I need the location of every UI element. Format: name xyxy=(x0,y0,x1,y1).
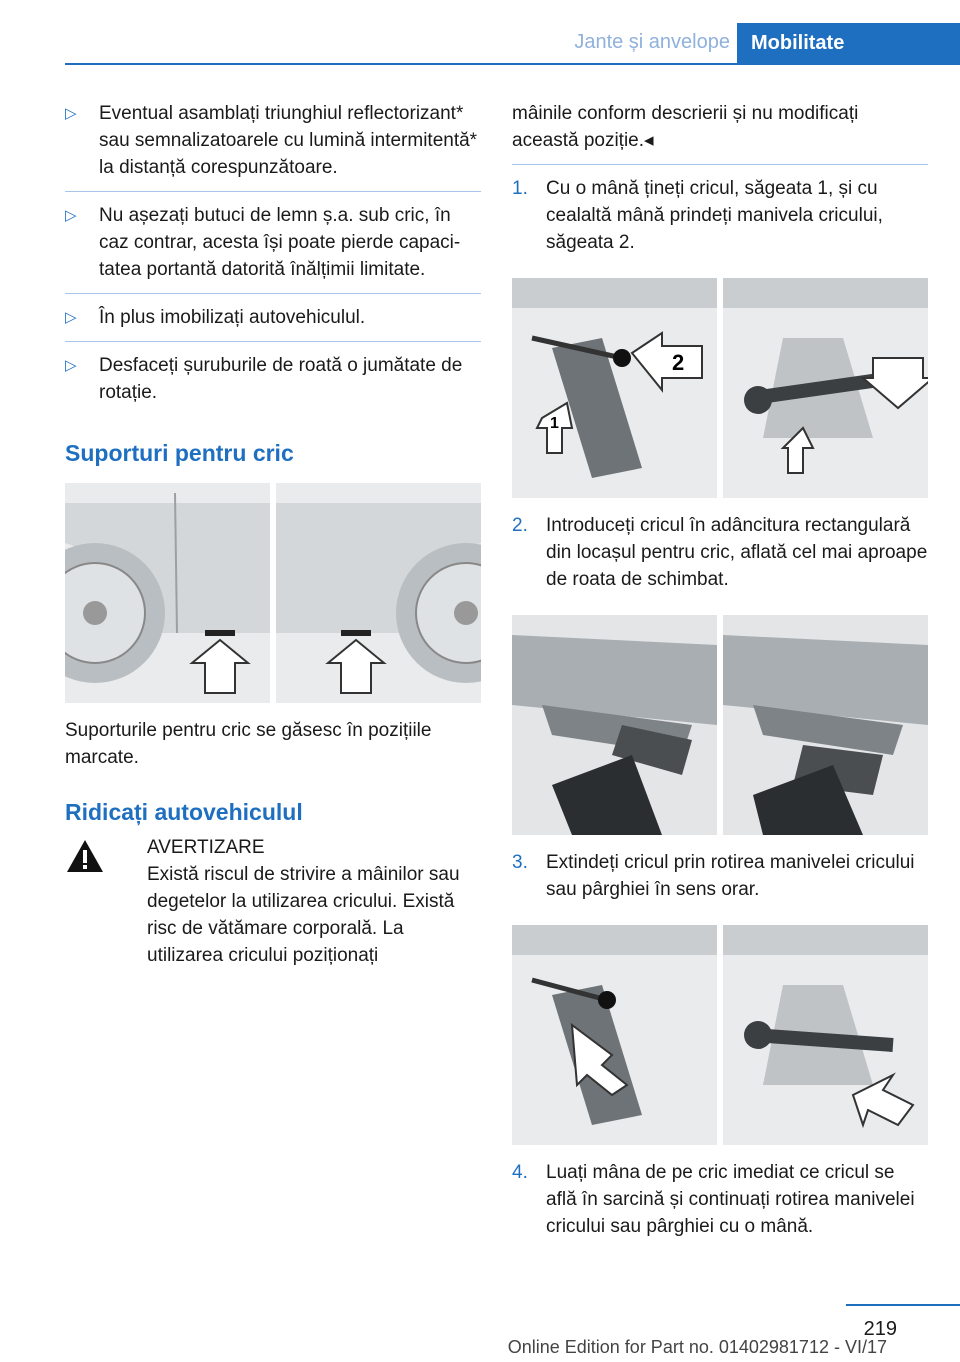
illustration-panel-jack-rotate xyxy=(512,925,717,1145)
callout-number: 1 xyxy=(550,415,559,432)
right-column xyxy=(512,100,928,1250)
left-column xyxy=(65,100,481,969)
heading-jack-points: Suporturi pentru cric xyxy=(65,440,294,466)
footer-rule xyxy=(846,1304,960,1306)
edition-text: Online Edition for Part no. 01402981712 - VI/17 xyxy=(507,1337,887,1357)
illustration-panel-jack-crank xyxy=(723,278,928,498)
step-item: 2. Introduceți cricul în adâncitura rectangulară din locașul pentru cric, aflată cel mai aproape de roata de schimbat. xyxy=(512,515,928,590)
triangle-bullet-icon: ▷ xyxy=(65,357,77,374)
bullet-item: ▷ Nu așezați butuci de lemn ș.a. sub cric, în caz contrar, acesta își poate pierde capacitatea portantă datorită înălțimii limitate. xyxy=(65,202,481,294)
step-item: 4. Luați mâna de pe cric imediat ce cricul se află în sarcină și continuați rotirea manivelei cricului sau pârghiei cu o mână. xyxy=(512,1162,915,1237)
step-item: 3. Extindeți cricul prin rotirea manivelei cricului sau pârghiei în sens orar. xyxy=(512,852,915,900)
illustration-panel-jack-lever xyxy=(723,925,928,1145)
warning-triangle-icon xyxy=(65,838,105,874)
bullet-item: ▷ În plus imobilizați autovehiculul. xyxy=(65,304,481,342)
warning-title: AVERTIZARE xyxy=(147,837,265,858)
warning-text: Există riscul de strivire a mâinilor sau degetelor la utilizarea cricului. Există risc de vătămare corporală. La utilizarea cricului poziționați xyxy=(147,864,460,966)
jack-points-illustration xyxy=(65,483,481,703)
illustration-panel-jack-position xyxy=(512,615,717,835)
bullet-item: ▷ Eventual asamblați triunghiul reflectorizant* sau semnalizatoarele cu lumină intermitentă* la distanță corespunzătoare. xyxy=(65,100,481,192)
triangle-bullet-icon: ▷ xyxy=(65,105,77,122)
step-item: 1. Cu o mână țineți cricul, săgeata 1, și cu cealaltă mână prindeți manivela cricului, săgeata 2. xyxy=(512,178,883,253)
illustration-panel-jack-inserted xyxy=(723,615,928,835)
illustration-panel-front xyxy=(65,483,270,703)
callout-number: 2 xyxy=(672,350,685,375)
jack-crank-illustration xyxy=(512,278,928,498)
illustration-panel-jack-closed xyxy=(512,278,717,498)
page-number: 219 xyxy=(863,1318,897,1340)
jack-extend-illustration xyxy=(512,925,928,1145)
header-chapter-tab: Mobilitate xyxy=(737,23,960,63)
page-header xyxy=(65,23,960,65)
jack-points-text: Suporturile pentru cric se găsesc în pozițiile marcate. xyxy=(65,720,432,768)
bullet-item: ▷ Desfaceți șuruburile de roată o jumătate de rotație. xyxy=(65,352,481,416)
triangle-bullet-icon: ▷ xyxy=(65,309,77,326)
warning-continuation: mâinile conform descrierii și nu modificați această poziție.◂ xyxy=(512,100,928,165)
header-section: Jante și anvelope xyxy=(574,31,730,53)
illustration-panel-rear xyxy=(276,483,481,703)
jack-placement-illustration xyxy=(512,615,928,835)
triangle-bullet-icon: ▷ xyxy=(65,207,77,224)
heading-lift-vehicle: Ridicați autovehiculul xyxy=(65,799,303,825)
warning-block xyxy=(65,834,481,861)
